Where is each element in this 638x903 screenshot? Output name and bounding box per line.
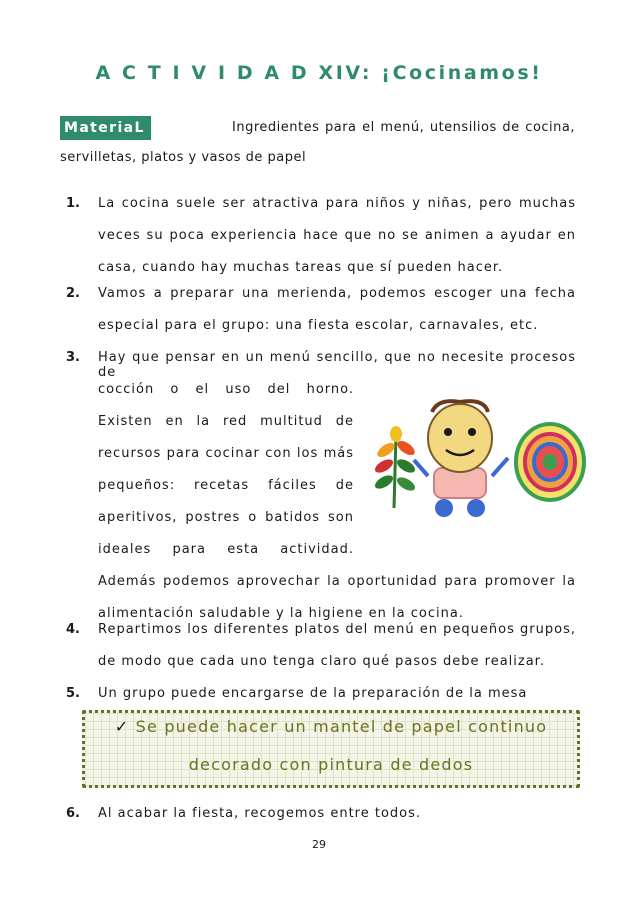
item-number: 1. [66, 196, 80, 211]
checkmark-icon: ✓ [114, 717, 130, 736]
callout-line-1 [85, 717, 577, 736]
item-line: recursos para cocinar con los más [98, 446, 354, 461]
leaf-branch-icon [373, 426, 417, 508]
item-number: 3. [66, 350, 80, 365]
item-number: 2. [66, 286, 80, 301]
item-line: veces su poca experiencia hace que no se animen a ayudar en [98, 228, 576, 243]
material-text-line1: Ingredientes para el menú, utensilios de cocina, [232, 120, 575, 135]
item-line: Hay que pensar en un menú sencillo, que no necesite procesos de [98, 350, 576, 380]
item-line: Además podemos aprovechar la oportunidad para promover la [98, 574, 576, 589]
item-number: 4. [66, 622, 80, 637]
item-line: cocción o el uso del horno. [98, 382, 354, 397]
callout-text-2: decorado con pintura de dedos [188, 755, 474, 774]
material-row [60, 116, 575, 142]
smiling-child-drawing [414, 401, 508, 517]
item-line: aperitivos, postres o batidos son [98, 510, 354, 525]
colorful-swirl-drawing [516, 424, 584, 500]
item-line: especial para el grupo: una fiesta escolar, carnavales, etc. [98, 318, 539, 333]
item-line: Vamos a preparar una merienda, podemos escoger una fecha [98, 286, 576, 301]
item-line: alimentación saludable y la higiene en la cocina. [98, 606, 464, 621]
material-label: MateriaL [60, 116, 151, 140]
item-line: Al acabar la fiesta, recogemos entre todos. [98, 806, 422, 821]
item-line: casa, cuando hay muchas tareas que sí pueden hacer. [98, 260, 504, 275]
item-line: ideales para esta actividad. [98, 542, 354, 557]
item-line: Existen en la red multitud de [98, 414, 354, 429]
page-title: A C T I V I D A D XIV: ¡Cocinamos! [95, 62, 543, 84]
kids-cooking-illustration [368, 398, 586, 526]
item-number: 5. [66, 686, 80, 701]
item-line: Un grupo puede encargarse de la preparación de la mesa [98, 686, 528, 701]
callout-text-1: Se puede hacer un mantel de papel continuo [135, 717, 548, 736]
item-line: pequeños: recetas fáciles de [98, 478, 354, 493]
tip-callout-box [82, 710, 580, 788]
material-text-line2: servilletas, platos y vasos de papel [60, 150, 307, 165]
item-number: 6. [66, 806, 80, 821]
item-line: Repartimos los diferentes platos del menú en pequeños grupos, [98, 622, 576, 637]
item-line: La cocina suele ser atractiva para niños y niñas, pero muchas [98, 196, 576, 211]
item-line: de modo que cada uno tenga claro qué pasos debe realizar. [98, 654, 545, 669]
page-number: 29 [312, 838, 326, 851]
